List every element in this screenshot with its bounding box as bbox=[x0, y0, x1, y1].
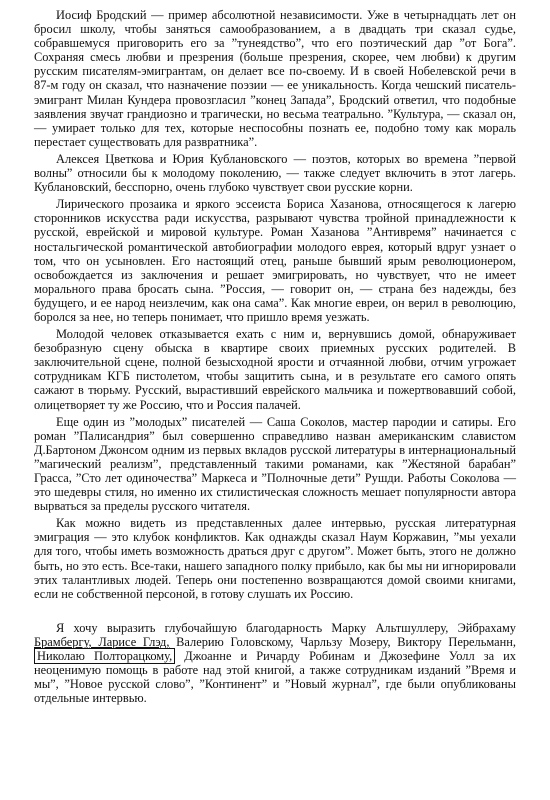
ack-text-start: Я хочу выразить глубочайшую благодарность Марку Альтшуллеру, Эйбрахаму bbox=[56, 620, 516, 635]
ack-underlined-names: Брамбергу, Ларисе Глэд, bbox=[34, 634, 170, 649]
ack-text-end: Джоанне и Ричарду Робинам и Джозефине Уолл за их неоценимую помощь в работе над этой книгой, а также сотрудникам изданий ”Время и мы”, ”Новое русской слово”, ”Континент” и ”Новый журнал”, где были опубликованы отдельные интервью. bbox=[34, 649, 517, 706]
acknowledgment-paragraph bbox=[34, 621, 516, 706]
paragraph-sokolov: Еще один из ”молодых” писателей — Саша Соколов, мастер пародии и сатиры. Его роман ”Палисандрия” был совершенно справедливо назван американским славистом Д.Бартоном Джонсом одним из первых вкладов русской литературы в интернациональный ”магический реализм”, представленный такими романами, как ”Жестяной барабан” Грасса, ”Сто лет одиночества” Маркеса и ”Полночные дети” Рушди. Работы Соколова — это шедевры стиля, но именно их стилистическая сложность мешает популярности автора вырваться за пределы русского читателя. bbox=[34, 414, 516, 514]
body-text bbox=[34, 8, 516, 601]
paragraph-emigration: Как можно видеть из представленных далее интервью, русская литературная эмиграция — это клубок конфликтов. Как однажды сказал Наум Коржавин, ”мы уехали для того, чтобы иметь возможность драться друг с другом”. Может быть, этого не должно быть, но это есть. Все-таки, нашего западного полку прибыло, как бы мы ни игнорировали этих талантливых людей. Теперь они постепенно возвращаются домой своими книгами, если не собственной персоной, в готову слушать их Россию. bbox=[34, 516, 516, 601]
ack-boxed-name: Николаю Полторацкому, bbox=[34, 648, 175, 664]
paragraph-young-man: Молодой человек отказывается ехать с ним и, вернувшись домой, обнаруживает безобразную сцену обыска в квартире своих приемных русских родителей. В заключительной сцене, полной безысходной ярости и отчаянной любви, отчим угрожает сотрудникам КГБ пистолетом, чтобы защитить сына, и в результате его самого опять сажают в тюрьму. Русский, вырастивший еврейского мальчика и пожертвовавший собой, олицетворяет ту же Россию, что и Россия палачей. bbox=[34, 327, 516, 412]
paragraph-khazanov: Лирического прозаика и яркого эссеиста Бориса Хазанова, относящегося к лагерю сторонников искусства ради искусства, разрывают чувства тройной принадлежности к русской, еврейской и мировой культуре. Роман Хазанова ”Антивремя” начинается с ностальгической романтической автобиографии молодого еврея, который вдруг узнает о том, что он усыновлен. Его настоящий отец, раньше бывший ярым революционером, освобождается из заключения и решает эмигрировать, но чувствует, что не имеет морального права бросать сына. ”Россия, — говорит он, — страна без надежды, без будущего, и ее народ неизлечим, как она сама”. Как многие евреи, он верил в революцию, боролся за нее, но теперь понимает, что пришло время уезжать. bbox=[34, 197, 516, 324]
ack-text-middle: Валерию Головскому, Чарльзу Мозеру, Виктору Перельманн, bbox=[169, 634, 516, 649]
paragraph-tsvetkov-kublanovsky: Алексея Цветкова и Юрия Кублановского — поэтов, которых во времена ”первой волны” относили бы к молодому поколению, — также следует включить в этот лагерь. Кублановский, бесспорно, очень глубоко чувствует свои русские корни. bbox=[34, 151, 516, 195]
paragraph-brodsky: Иосиф Бродский — пример абсолютной независимости. Уже в четырнадцать лет он бросил школу, чтобы заняться самообразованием, а в двадцать три сказал судье, собравшемуся приговорить его за ”тунеядство”, что его поэтический дар ”от Бога”. Сохраняя смесь любви и презрения (больше презрения, скорее, чем любви) к другим русским писателям-эмигрантам, он делает все по-своему. И в своей Нобелевской речи в 87-м году он сказал, что назначение поэзии — ее уникальность. Когда чешский писатель-эмигрант Милан Кундера провозгласил ”конец Запада”, Бродский ответил, что подобные заявления звучат грандиозно и трагически, но весьма театрально. ”Культура, — сказал он, — умирает только для тех, которые неспособны познать ее, подобно тому как мораль перестает существовать для развратника”. bbox=[34, 8, 516, 149]
